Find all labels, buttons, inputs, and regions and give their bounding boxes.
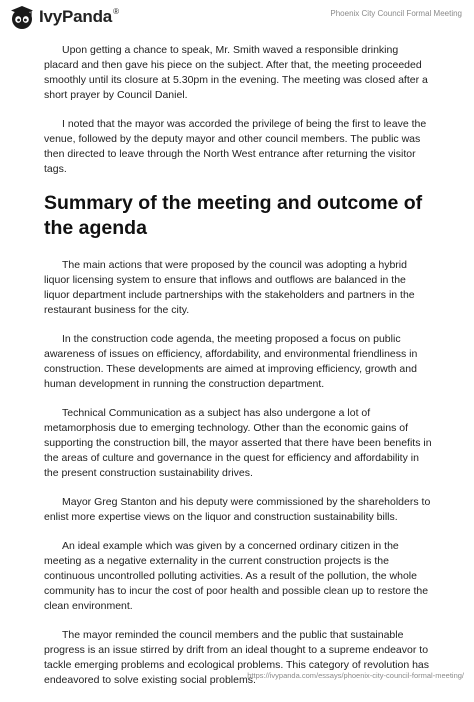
logo-wordmark: IvyPanda® [39,7,119,26]
paragraph: The main actions that were proposed by the council was adopting a hybrid liquor licensing system to ensure that inflows and outflows are balanced in the liquor department include partnerships with the stakeholders and partners in the restaurant business for the city. [44,259,415,316]
page-header [0,0,474,36]
paragraph: Technical Communication as a subject has also undergone a lot of metamorphosis due to emerging technology. Other than the economic gains of supporting the construction bill, the mayor asserted that there have been benefits in the areas of culture and governance in the quest for efficiency and affordability in the present construction sustainability drives. [44,407,432,479]
paragraph: I noted that the mayor was accorded the privilege of being the first to leave the venue, followed by the deputy mayor and other council members. The public was then directed to leave through the North West entrance after returning the visitor tags. [44,118,427,175]
section-heading: Summary of the meeting and outcome of the agenda [44,192,423,239]
source-url[interactable]: https://ivypanda.com/essays/phoenix-city-council-formal-meeting/ [247,671,464,680]
paragraph: In the construction code agenda, the meeting proposed a focus on public awareness of issues on efficiency, affordability, and environmental friendliness in construction. These developments are aimed at improving efficiency, growth and human development in running the construction department. [44,333,418,390]
document-title: Phoenix City Council Formal Meeting [330,9,462,18]
ivypanda-logo[interactable] [9,4,119,30]
paragraph: An ideal example which was given by a concerned ordinary citizen in the meeting as a negative externality in the current construction projects is the continuous uncontrolled polluting activities. As a result of the pollution, the whole community has to incur the cost of poor health and possible clean up to restore the clean environment. [44,540,429,612]
graduation-cap-panda-icon [9,4,35,30]
paragraph: The mayor reminded the council members and the public that sustainable progress is an issue stirred by drift from an ideal thought to a supreme endeavor to tackle emerging problems and ecological problems. This category of revolution has endeavored to solve existing social problems. [44,629,430,686]
essay-body [44,43,434,702]
paragraph: Mayor Greg Stanton and his deputy were commissioned by the shareholders to enlist more expertise views on the liquor and construction sustainability bills. [44,496,431,523]
paragraph: Upon getting a chance to speak, Mr. Smith waved a responsible drinking placard and then gave his piece on the subject. After that, the meeting proceeded smoothly until its closure at 5.30pm in the evening. The meeting was closed after a short prayer by Council Daniel. [44,44,428,101]
